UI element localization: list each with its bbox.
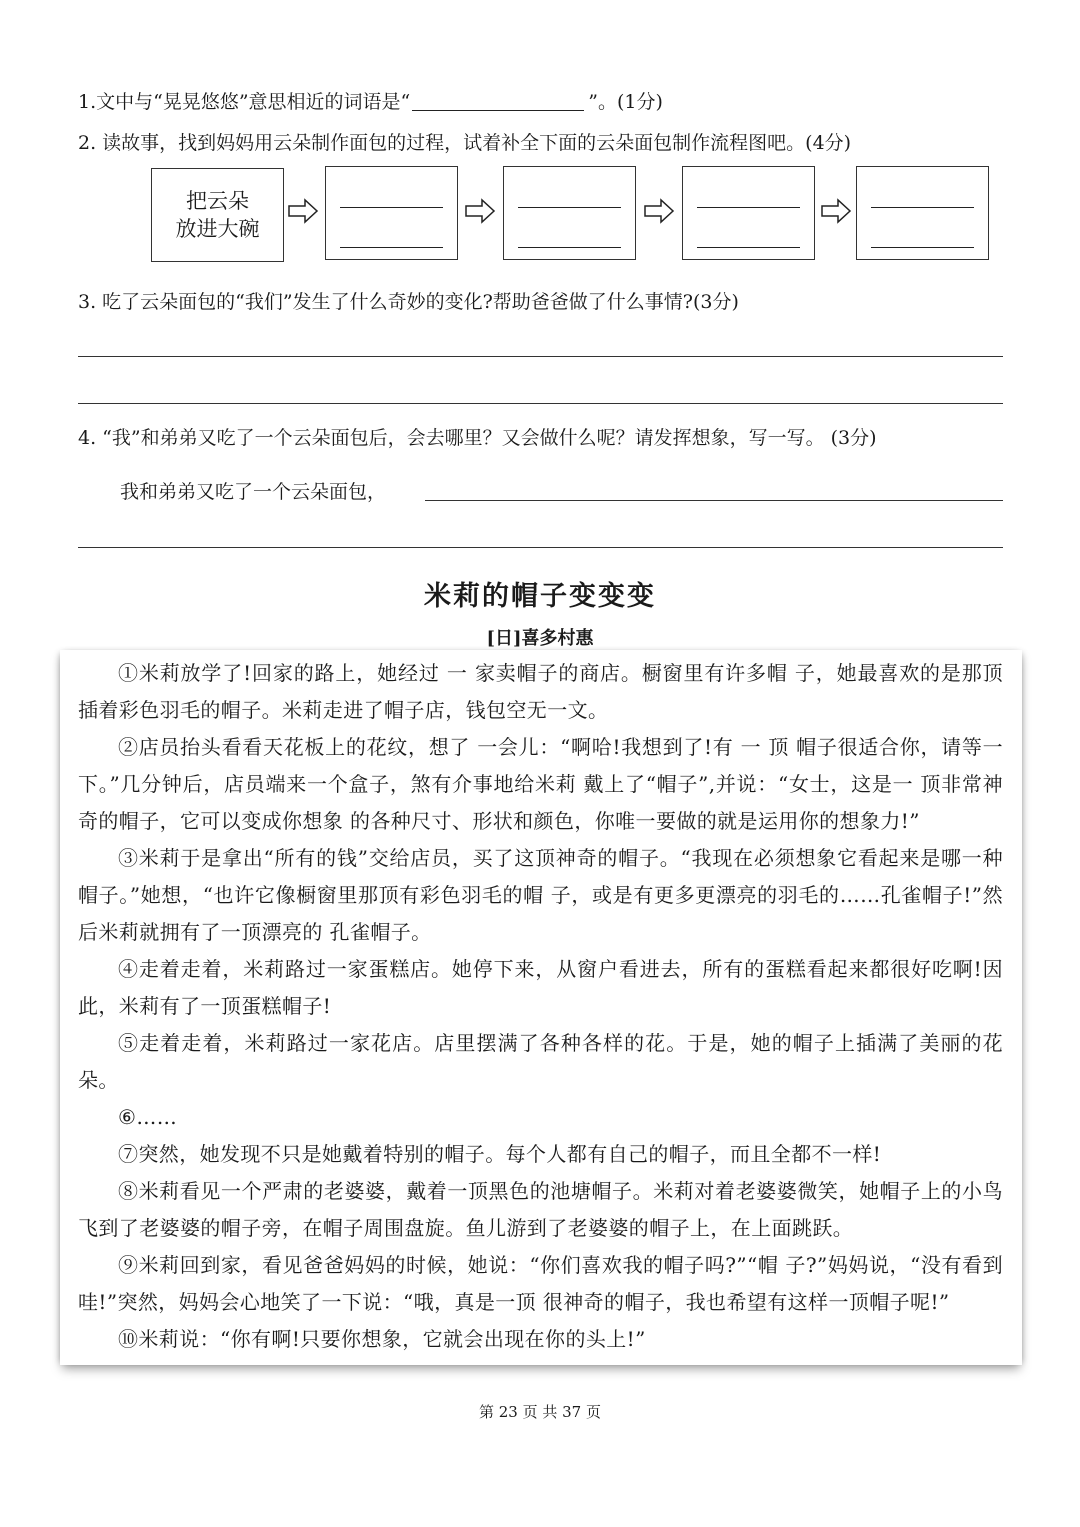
question-1-suffix: ”。(1分) (588, 91, 663, 113)
story-text (78, 655, 1003, 1358)
flow-step-2-blank-1[interactable] (340, 207, 443, 208)
story-paragraph-1: ①米莉放学了!回家的路上，她经过 一 家卖帽子的商店。橱窗里有许多帽 子，她最喜欢的是那顶插着彩色羽毛的帽子。米莉走进了帽子店，钱包空无一文。 (78, 661, 1003, 722)
flow-arrow-icon (643, 198, 675, 224)
story-paragraph-5: ⑤走着走着，米莉路过一家花店。店里摆满了各种各样的花。于是，她的帽子上插满了美丽的花朵。 (78, 1031, 1003, 1092)
flow-step-2-blank-2[interactable] (340, 247, 443, 248)
story-title: 米莉的帽子变变变 (424, 581, 656, 612)
story-paragraph-2: ②店员抬头看看天花板上的花纹，想了 一会儿：“啊哈!我想到了!有 一 顶 帽子很适合你，请等一下。”几分钟后，店员端来一个盒子，煞有介事地给米莉 戴上了“帽子”,并说：“女士，这是一 顶非常神奇的帽子，它可以变成你想象 的各种尺寸、形状和颜色，你唯一要做的就是运用你的想象力!” (78, 735, 1003, 833)
story-paragraph-9: ⑨米莉回到家，看见爸爸妈妈的时候，她说：“你们喜欢我的帽子吗?”“帽 子?”妈妈说，“没有看到哇!”突然，妈妈会心地笑了一下说：“哦，真是一顶 很神奇的帽子，我也希望有这样一顶帽子呢!” (78, 1253, 1003, 1314)
flow-step-1-line2: 放进大碗 (175, 217, 260, 241)
story-paragraph-3: ③米莉于是拿出“所有的钱”交给店员，买了这顶神奇的帽子。“我现在必须想象它看起来是哪一种帽子。”她想，“也许它像橱窗里那顶有彩色羽毛的帽 子，或是有更多更漂亮的羽毛的……孔雀帽子!”然后米莉就拥有了一顶漂亮的 孔雀帽子。 (78, 846, 1003, 944)
story-paragraph-4: ④走着走着，米莉路过一家蛋糕店。她停下来，从窗户看进去，所有的蛋糕看起来都很好吃啊!因此，米莉有了一顶蛋糕帽子! (78, 957, 1003, 1018)
question-2: 2. 读故事，找到妈妈用云朵制作面包的过程，试着补全下面的云朵面包制作流程图吧。(4分) (78, 132, 852, 154)
question-4-prompt: 我和弟弟又吃了一个云朵面包， (120, 481, 387, 503)
story-paragraph-7: ⑦突然，她发现不只是她戴着特别的帽子。每个人都有自己的帽子，而且全都不一样! (118, 1142, 882, 1166)
question-4-answer-line-2[interactable] (78, 547, 1003, 548)
flow-arrow-icon (820, 198, 852, 224)
story-paragraph-8: ⑧米莉看见一个严肃的老婆婆，戴着一顶黑色的池塘帽子。米莉对着老婆婆微笑，她帽子上的小鸟飞到了老婆婆的帽子旁，在帽子周围盘旋。鱼儿游到了老婆婆的帽子上，在上面跳跃。 (78, 1179, 1003, 1240)
question-3-answer-line-2[interactable] (78, 403, 1003, 404)
flow-step-1-line1: 把云朵 (186, 189, 249, 213)
flow-step-1 (151, 168, 284, 262)
question-1 (78, 90, 663, 114)
flow-step-5-blank-1[interactable] (871, 207, 974, 208)
question-3: 3. 吃了云朵面包的“我们”发生了什么奇妙的变化?帮助爸爸做了什么事情?(3分) (78, 291, 739, 313)
question-1-text: 1.文中与“晃晃悠悠”意思相近的词语是“ (78, 91, 411, 113)
story-paragraph-10: ⑩米莉说：“你有啊!只要你想象，它就会出现在你的头上!” (118, 1327, 646, 1351)
flow-step-4-blank-2[interactable] (697, 247, 800, 248)
flow-step-5[interactable] (856, 166, 989, 260)
flow-step-3[interactable] (503, 166, 636, 260)
flow-step-4-blank-1[interactable] (697, 207, 800, 208)
flow-arrow-icon (464, 198, 496, 224)
flow-step-4[interactable] (682, 166, 815, 260)
story-author: [日]喜多村惠 (486, 628, 594, 649)
flow-step-3-blank-1[interactable] (518, 207, 621, 208)
question-1-answer-blank[interactable] (412, 92, 584, 111)
page-footer: 第 23 页 共 37 页 (478, 1403, 601, 1421)
flow-step-2[interactable] (325, 166, 458, 260)
flow-arrow-icon (287, 198, 319, 224)
flow-step-3-blank-2[interactable] (518, 247, 621, 248)
question-4-answer-line-1[interactable] (425, 500, 1003, 501)
flow-step-5-blank-2[interactable] (871, 247, 974, 248)
question-3-answer-line-1[interactable] (78, 356, 1003, 357)
story-paragraph-6: ⑥…… (118, 1105, 178, 1129)
question-4: 4. “我”和弟弟又吃了一个云朵面包后，会去哪里？又会做什么呢？请发挥想象，写一写。 (3分) (78, 427, 877, 449)
